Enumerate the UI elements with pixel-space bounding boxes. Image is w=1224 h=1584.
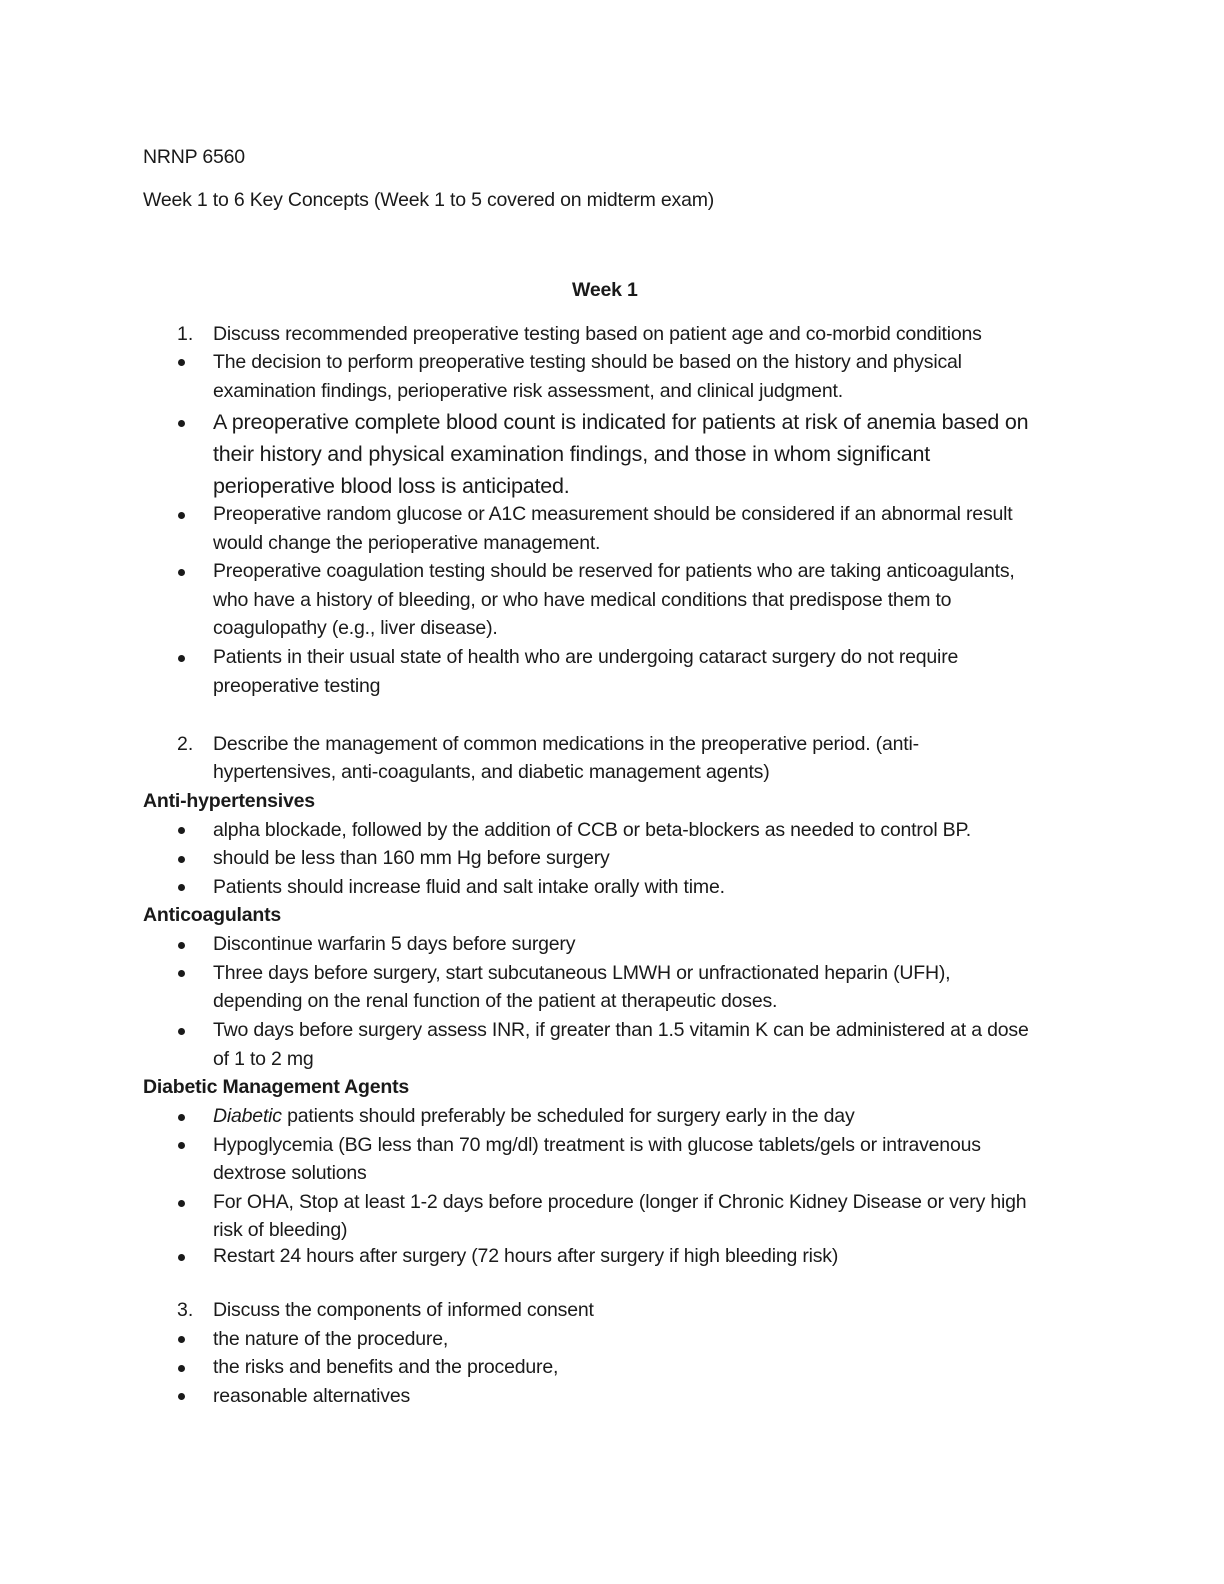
list-item-line: Hypoglycemia (BG less than 70 mg/dl) treatment is with glucose tablets/gels or intravenous xyxy=(213,1134,981,1156)
list-item-line: depending on the renal function of the patient at therapeutic doses. xyxy=(213,990,778,1012)
list-item-line: dextrose solutions xyxy=(213,1162,367,1184)
week-heading: Week 1 xyxy=(572,279,638,301)
list-item-line: The decision to perform preoperative testing should be based on the history and physical xyxy=(213,351,962,373)
bullet-dot xyxy=(178,942,185,949)
course-code: NRNP 6560 xyxy=(143,146,245,168)
bullet-dot xyxy=(178,970,185,977)
list-item: the risks and benefits and the procedure, xyxy=(213,1356,559,1378)
bullet-dot xyxy=(178,884,185,891)
section-heading-anticoagulants: Anticoagulants xyxy=(143,904,282,926)
list-item-line: perioperative blood loss is anticipated. xyxy=(213,474,570,498)
list-item: the nature of the procedure, xyxy=(213,1328,449,1350)
bullet-dot xyxy=(178,359,185,366)
list-item: Patients should increase fluid and salt intake orally with time. xyxy=(213,876,725,898)
list-item-line: Discontinue warfarin 5 days before surgery xyxy=(213,933,576,955)
list-item-line: Three days before surgery, start subcutaneous LMWH or unfractionated heparin (UFH), xyxy=(213,962,951,984)
section-heading-antihypertensives: Anti-hypertensives xyxy=(143,790,315,812)
bullet-dot xyxy=(178,1200,185,1207)
q2-text-line: hypertensives, anti-coagulants, and diabetic management agents) xyxy=(213,761,770,783)
q2-text-line: Describe the management of common medications in the preoperative period. (anti- xyxy=(213,733,919,755)
list-item-line: Restart 24 hours after surgery (72 hours after surgery if high bleeding risk) xyxy=(213,1245,839,1267)
bullet-dot xyxy=(178,1254,185,1261)
list-item-line: examination findings, perioperative risk assessment, and clinical judgment. xyxy=(213,380,843,402)
q3-text: Discuss the components of informed consent xyxy=(213,1299,594,1321)
bullet-dot xyxy=(178,655,185,662)
list-item-line: coagulopathy (e.g., liver disease). xyxy=(213,617,498,639)
bullet-dot xyxy=(178,856,185,863)
list-item-line: For OHA, Stop at least 1-2 days before procedure (longer if Chronic Kidney Disease or very high xyxy=(213,1191,1027,1213)
list-item-line: A preoperative complete blood count is indicated for patients at risk of anemia based on xyxy=(213,410,1029,434)
list-item xyxy=(213,1102,855,1131)
list-item: reasonable alternatives xyxy=(213,1385,411,1407)
q3-number: 3. xyxy=(177,1299,194,1321)
list-item-line: preoperative testing xyxy=(213,675,381,697)
list-item: should be less than 160 mm Hg before surgery xyxy=(213,847,610,869)
list-item-line: risk of bleeding) xyxy=(213,1219,348,1241)
list-item-line: Two days before surgery assess INR, if greater than 1.5 vitamin K can be administered at a dose xyxy=(213,1019,1029,1041)
bullet-dot xyxy=(178,420,185,427)
list-item-line: would change the perioperative management. xyxy=(213,532,601,554)
q1-number: 1. xyxy=(177,323,194,345)
bullet-dot xyxy=(178,1393,185,1400)
italic-term: Diabetic xyxy=(213,1105,282,1127)
q2-number: 2. xyxy=(177,733,194,755)
bullet-dot xyxy=(178,1336,185,1343)
bullet-dot xyxy=(178,512,185,519)
list-item-line: who have a history of bleeding, or who have medical conditions that predispose them to xyxy=(213,589,952,611)
bullet-dot xyxy=(178,1365,185,1372)
bullet-dot xyxy=(178,569,185,576)
list-item-line: Patients in their usual state of health who are undergoing cataract surgery do not require xyxy=(213,646,959,668)
bullet-dot xyxy=(178,827,185,834)
bullet-dot xyxy=(178,1028,185,1035)
list-item-line: Preoperative coagulation testing should be reserved for patients who are taking anticoagulants, xyxy=(213,560,1015,582)
q1-text: Discuss recommended preoperative testing based on patient age and co-morbid conditions xyxy=(213,323,982,345)
list-item-text: patients should preferably be scheduled for surgery early in the day xyxy=(281,1105,855,1127)
bullet-dot xyxy=(178,1114,185,1121)
bullet-dot xyxy=(178,1142,185,1149)
document-subtitle: Week 1 to 6 Key Concepts (Week 1 to 5 covered on midterm exam) xyxy=(143,189,715,211)
list-item-line: of 1 to 2 mg xyxy=(213,1048,314,1070)
list-item-line: Preoperative random glucose or A1C measurement should be considered if an abnormal result xyxy=(213,503,1013,525)
list-item-line: their history and physical examination findings, and those in whom significant xyxy=(213,442,930,466)
section-heading-diabetic: Diabetic Management Agents xyxy=(143,1076,410,1098)
list-item: alpha blockade, followed by the addition of CCB or beta-blockers as needed to control BP. xyxy=(213,819,971,841)
